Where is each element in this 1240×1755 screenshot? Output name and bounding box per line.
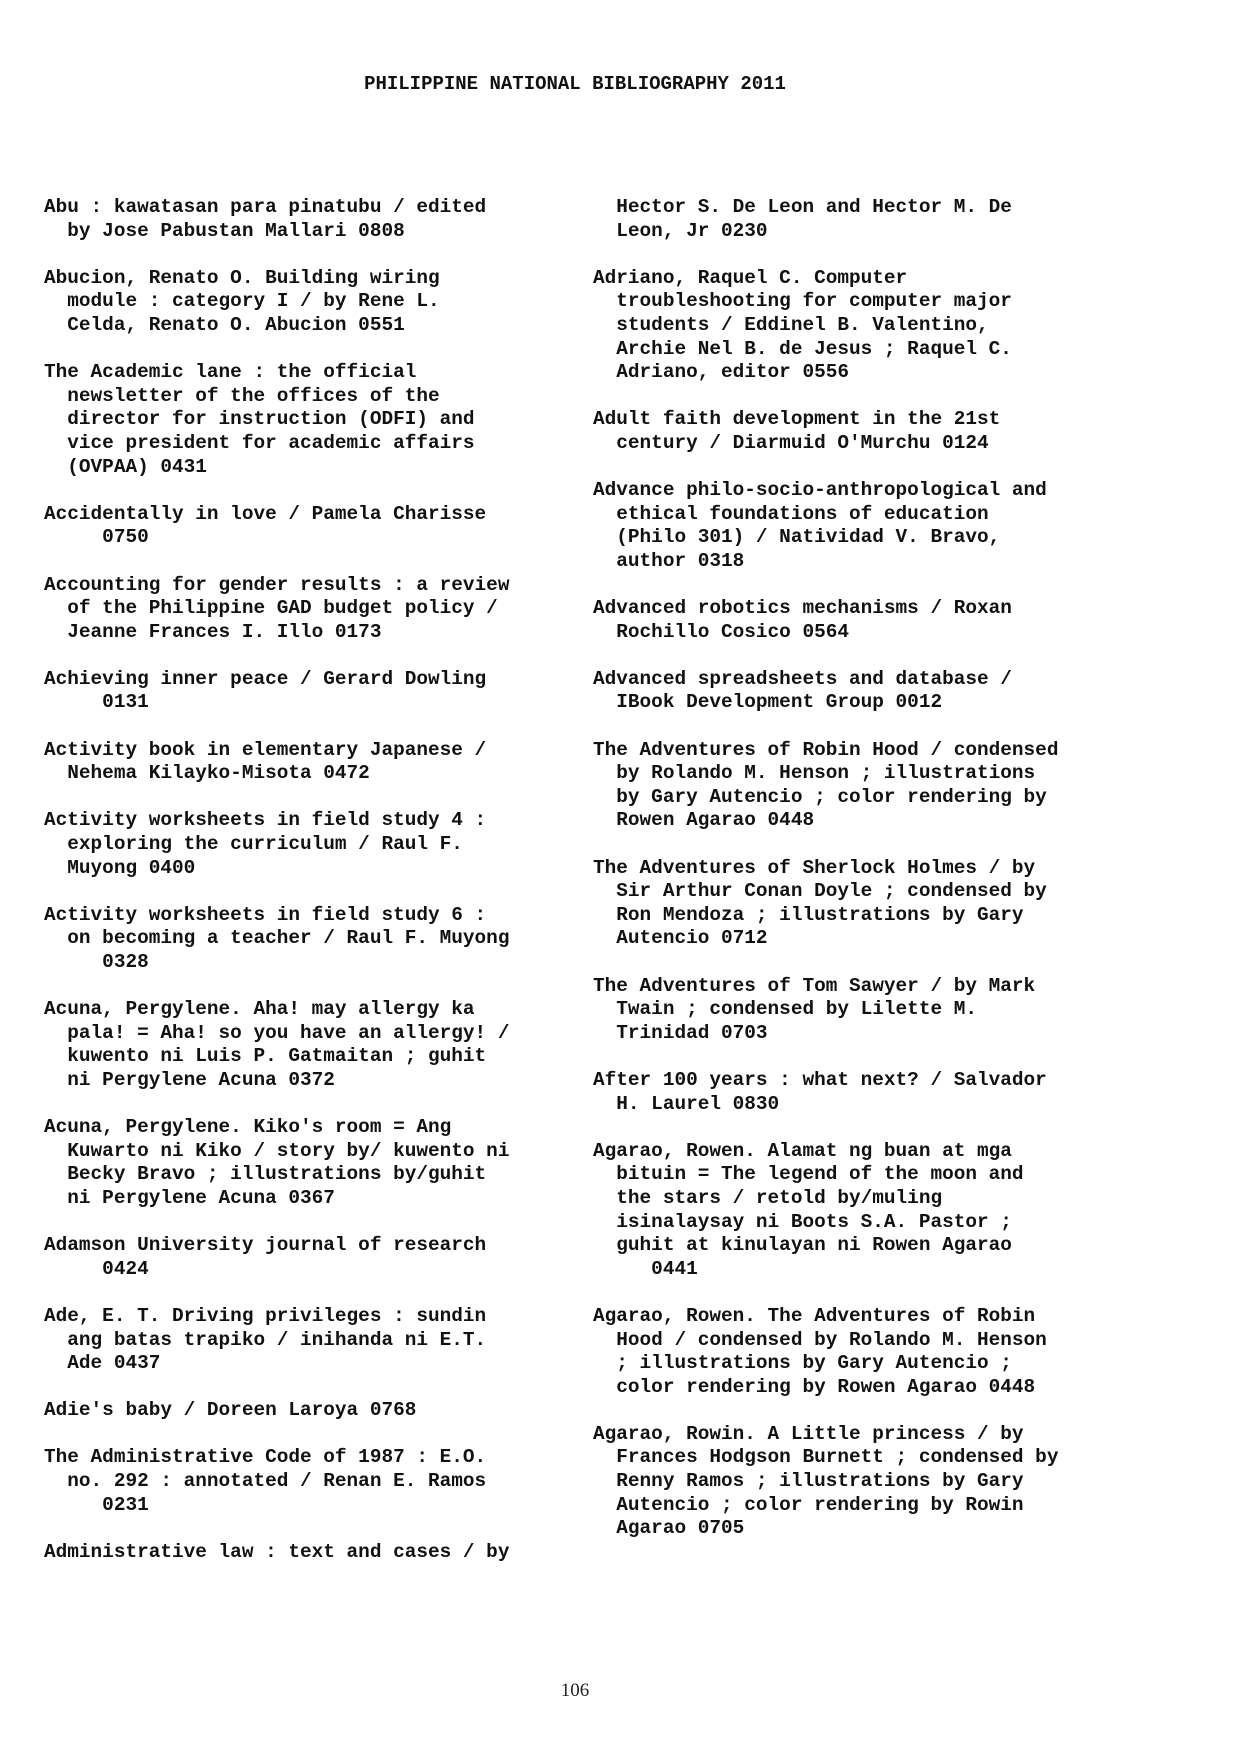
entry-line: 0131 <box>44 691 149 714</box>
entry-line: Acuna, Pergylene. Aha! may allergy ka <box>44 998 475 1021</box>
entry-line: Adult faith development in the 21st <box>593 408 1001 431</box>
entry-line: Activity book in elementary Japanese / <box>44 738 487 761</box>
entry-line: Jeanne Frances I. Illo 0173 <box>44 620 382 643</box>
entry-line: Ron Mendoza ; illustrations by Gary <box>593 903 1024 926</box>
entry-line: bituin = The legend of the moon and <box>593 1163 1024 1186</box>
entry-line: isinalaysay ni Boots S.A. Pastor ; <box>593 1210 1012 1233</box>
entry-line: ni Pergylene Acuna 0372 <box>44 1068 335 1091</box>
entry-line: Accounting for gender results : a review <box>44 573 510 596</box>
entry-line: vice president for academic affairs <box>44 431 475 454</box>
entry-line: Achieving inner peace / Gerard Dowling <box>44 667 487 690</box>
entry-line: Accidentally in love / Pamela Charisse <box>44 502 487 525</box>
entry-line: on becoming a teacher / Raul F. Muyong <box>44 927 510 950</box>
entry-line: Administrative law : text and cases / by <box>44 1540 510 1563</box>
entry-line: Nehema Kilayko-Misota 0472 <box>44 762 370 785</box>
entry-line: newsletter of the offices of the <box>44 384 440 407</box>
bibliography-entry <box>44 1234 584 1281</box>
entry-line: Autencio ; color rendering by Rowin <box>593 1493 1024 1516</box>
bibliography-entry <box>44 267 584 338</box>
entry-line: guhit at kinulayan ni Rowen Agarao <box>593 1234 1012 1257</box>
page-number: 106 <box>560 1680 590 1701</box>
bibliography-entry <box>44 668 584 715</box>
bibliography-entry <box>44 1541 584 1565</box>
bibliography-entry <box>593 668 1133 715</box>
entry-line: 0750 <box>44 526 149 549</box>
bibliography-entry <box>593 1140 1133 1282</box>
bibliography-entry <box>593 1069 1133 1116</box>
entry-line: Agarao 0705 <box>593 1517 745 1540</box>
entry-line: Adriano, Raquel C. Computer <box>593 266 908 289</box>
entry-line: The Adventures of Robin Hood / condensed <box>593 738 1059 761</box>
entry-line: Frances Hodgson Burnett ; condensed by <box>593 1446 1059 1469</box>
entry-line: students / Eddinel B. Valentino, <box>593 313 989 336</box>
right-column <box>593 196 1133 1564</box>
entry-line: module : category I / by Rene L. <box>44 290 440 313</box>
entry-line: Agarao, Rowen. The Adventures of Robin <box>593 1304 1036 1327</box>
entry-line: troubleshooting for computer major <box>593 290 1012 313</box>
entry-line: Twain ; condensed by Lilette M. <box>593 998 977 1021</box>
entry-line: Leon, Jr 0230 <box>593 219 768 242</box>
running-header: PHILIPPINE NATIONAL BIBLIOGRAPHY 2011 <box>364 73 786 95</box>
entry-line: by Rolando M. Henson ; illustrations <box>593 762 1036 785</box>
bibliography-entry <box>593 196 1133 243</box>
entry-line: kuwento ni Luis P. Gatmaitan ; guhit <box>44 1045 487 1068</box>
left-column <box>44 196 584 1588</box>
entry-line: 0441 <box>593 1257 698 1280</box>
entry-line: Renny Ramos ; illustrations by Gary <box>593 1470 1024 1493</box>
entry-line: Celda, Renato O. Abucion 0551 <box>44 313 405 336</box>
entry-line: Abu : kawatasan para pinatubu / edited <box>44 196 487 218</box>
entry-line: Activity worksheets in field study 4 : <box>44 809 487 832</box>
entry-line: Kuwarto ni Kiko / story by/ kuwento ni <box>44 1139 510 1162</box>
entry-line: The Adventures of Sherlock Holmes / by <box>593 856 1036 879</box>
entry-line: Rochillo Cosico 0564 <box>593 620 849 643</box>
bibliography-entry <box>593 597 1133 644</box>
entry-line: no. 292 : annotated / Renan E. Ramos <box>44 1470 487 1493</box>
entry-line: exploring the curriculum / Raul F. <box>44 833 463 856</box>
entry-line: 0231 <box>44 1493 149 1516</box>
entry-line: century / Diarmuid O'Murchu 0124 <box>593 431 989 454</box>
entry-line: Becky Bravo ; illustrations by/guhit <box>44 1163 487 1186</box>
entry-line: The Adventures of Tom Sawyer / by Mark <box>593 974 1036 997</box>
entry-line: Agarao, Rowen. Alamat ng buan at mga <box>593 1139 1012 1162</box>
bibliography-entry <box>593 1423 1133 1541</box>
entry-line: Rowen Agarao 0448 <box>593 809 815 832</box>
entry-line: by Gary Autencio ; color rendering by <box>593 785 1047 808</box>
entry-line: Activity worksheets in field study 6 : <box>44 903 487 926</box>
bibliography-entry <box>44 1399 584 1423</box>
entry-line: Acuna, Pergylene. Kiko's room = Ang <box>44 1116 452 1139</box>
bibliography-entry <box>44 904 584 975</box>
entry-line: Trinidad 0703 <box>593 1021 768 1044</box>
entry-line: the stars / retold by/muling <box>593 1186 943 1209</box>
entry-line: of the Philippine GAD budget policy / <box>44 597 498 620</box>
entry-line: ; illustrations by Gary Autencio ; <box>593 1352 1012 1375</box>
bibliography-entry <box>593 739 1133 833</box>
bibliography-entry <box>593 408 1133 455</box>
bibliography-entry <box>593 975 1133 1046</box>
bibliography-entry <box>44 739 584 786</box>
entry-line: (OVPAA) 0431 <box>44 455 207 478</box>
entry-line: Hood / condensed by Rolando M. Henson <box>593 1328 1047 1351</box>
bibliography-entry <box>44 1446 584 1517</box>
entry-line: Archie Nel B. de Jesus ; Raquel C. <box>593 337 1012 360</box>
entry-line: The Administrative Code of 1987 : E.O. <box>44 1446 487 1469</box>
entry-line: Agarao, Rowin. A Little princess / by <box>593 1422 1024 1445</box>
entry-line: Adriano, editor 0556 <box>593 361 849 384</box>
bibliography-entry <box>44 361 584 479</box>
entry-line: color rendering by Rowen Agarao 0448 <box>593 1375 1036 1398</box>
bibliography-entry <box>44 809 584 880</box>
entry-line: Adie's baby / Doreen Laroya 0768 <box>44 1399 417 1422</box>
entry-line: Advanced robotics mechanisms / Roxan <box>593 597 1012 620</box>
entry-line: IBook Development Group 0012 <box>593 691 943 714</box>
entry-line: Ade 0437 <box>44 1352 161 1375</box>
entry-line: Hector S. De Leon and Hector M. De <box>593 196 1012 218</box>
entry-line: H. Laurel 0830 <box>593 1092 780 1115</box>
entry-line: author 0318 <box>593 549 745 572</box>
entry-line: Ade, E. T. Driving privileges : sundin <box>44 1304 487 1327</box>
entry-line: Advance philo-socio-anthropological and <box>593 479 1047 502</box>
entry-line: Muyong 0400 <box>44 856 196 879</box>
bibliography-entry <box>593 267 1133 385</box>
entry-line: After 100 years : what next? / Salvador <box>593 1068 1047 1091</box>
bibliography-entry <box>44 574 584 645</box>
entry-line: pala! = Aha! so you have an allergy! / <box>44 1021 510 1044</box>
entry-line: Sir Arthur Conan Doyle ; condensed by <box>593 880 1047 903</box>
bibliography-entry <box>593 857 1133 951</box>
entry-line: ni Pergylene Acuna 0367 <box>44 1186 335 1209</box>
bibliography-entry <box>44 1116 584 1210</box>
entry-line: ethical foundations of education <box>593 502 989 525</box>
entry-line: Advanced spreadsheets and database / <box>593 667 1012 690</box>
bibliography-entry <box>44 196 584 243</box>
bibliography-entry <box>44 503 584 550</box>
bibliography-entry <box>593 479 1133 573</box>
entry-line: Adamson University journal of research <box>44 1234 487 1257</box>
entry-line: 0424 <box>44 1257 149 1280</box>
bibliography-entry <box>44 998 584 1092</box>
entry-line: by Jose Pabustan Mallari 0808 <box>44 219 405 242</box>
entry-line: Abucion, Renato O. Building wiring <box>44 266 440 289</box>
bibliography-entry <box>44 1305 584 1376</box>
entry-line: 0328 <box>44 951 149 973</box>
entry-line: (Philo 301) / Natividad V. Bravo, <box>593 526 1001 549</box>
entry-line: The Academic lane : the official <box>44 361 417 384</box>
bibliography-entry <box>593 1305 1133 1399</box>
entry-line: director for instruction (ODFI) and <box>44 408 475 431</box>
entry-line: ang batas trapiko / inihanda ni E.T. <box>44 1328 487 1351</box>
entry-line: Autencio 0712 <box>593 927 768 950</box>
